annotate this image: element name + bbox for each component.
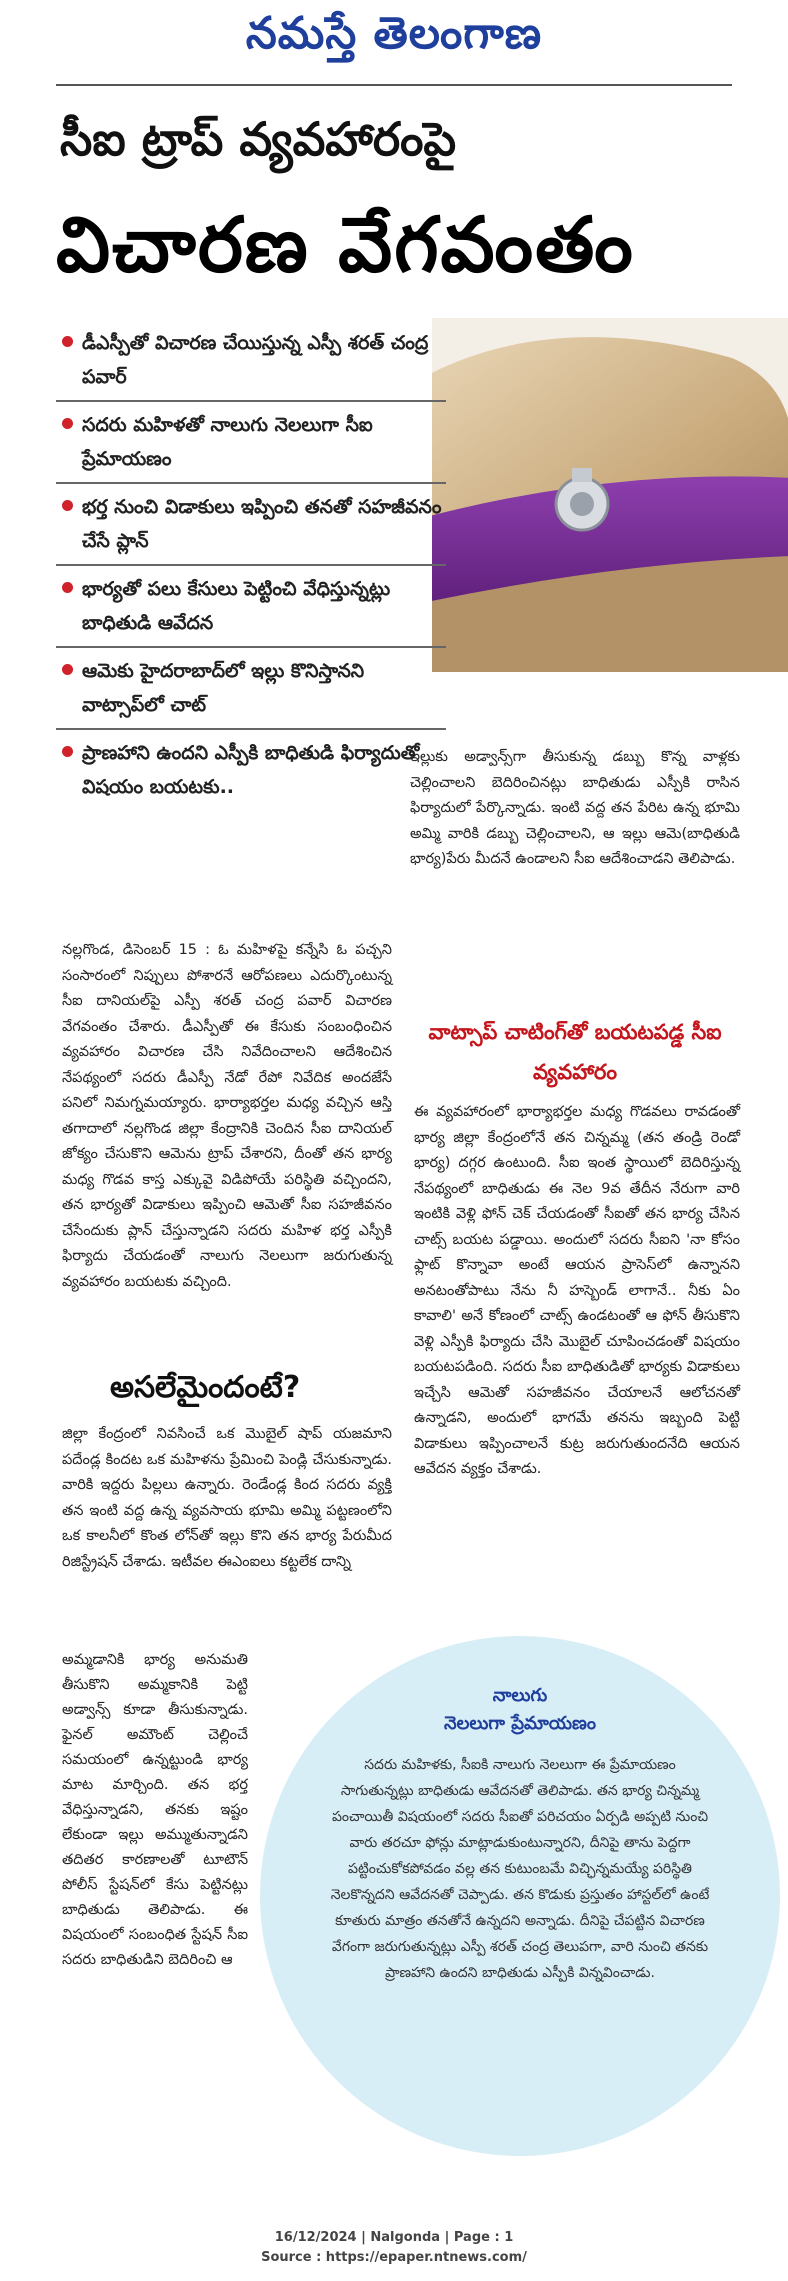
bullet-dot-icon — [62, 418, 73, 429]
highlight-text: డీఎస్పీతో విచారణ చేయిస్తున్న ఎస్పీ శరత్ చంద్ర పవార్ — [82, 332, 429, 388]
sidebar-title-line2: నెలలుగా ప్రేమాయణం — [444, 1713, 596, 1734]
highlight-item — [56, 402, 446, 484]
footer-source-link[interactable]: Source : https://epaper.ntnews.com/ — [261, 2250, 527, 2265]
sidebar-title-line1: నాలుగు — [492, 1685, 548, 1706]
article-column-left-narrow: అమ్మడానికి భార్య అనుమతి తీసుకొని అమ్మకానికి పెట్టి అడ్వాన్స్ కూడా తీసుకున్నాడు. ఫైనల్ అమౌంట్ చెల్లించే సమయంలో ఉన్నట్టుండి భార్య మాట మార్చింది. తన భర్త వేధిస్తున్నాడని, తనకు ఇష్టం లేకుండా ఇల్లు అమ్ముతున్నాడని తదితర కారణాలతో టూటౌన్ పోలీస్ స్టేషన్‌లో కేసు పెట్టినట్లు బాధితుడు తెలిపాడు. ఈ విషయంలో సంబంధిత స్టేషన్ సీఐ సదరు బాధితుడిని బెదిరించి ఆ — [62, 1652, 248, 1968]
highlight-text: ఆమెకు హైదరాబాద్‌లో ఇల్లు కొనిస్తానని వాట్సాప్‌లో చాట్ — [82, 660, 365, 716]
masthead-divider — [56, 84, 732, 86]
highlight-text: సదరు మహిళతో నాలుగు నెలలుగా సీఐ ప్రేమాయణం — [82, 414, 373, 470]
article-column-left: జిల్లా కేంద్రంలో నివసించే ఒక మొబైల్ షాప్ యజమాని పదేండ్ల కిందట ఒక మహిళను ప్రేమించి పెండ్లి చేసుకున్నాడు. వారికి ఇద్దరు పిల్లలు ఉన్నారు. రెండేండ్ల కింద సదరు వ్యక్తి తన ఇంటి వద్ద ఉన్న వ్యవసాయ భూమి అమ్మి పట్టణంలోని ఒక కాలనీలో కొంత లోన్‌తో ఇల్లు కొని తన భార్య పేరుమీద రిజిస్ట్రేషన్ చేశాడు. ఇటీవల ఈఎంఐలు కట్టలేక దాన్ని — [62, 1426, 392, 1570]
police-cap-photo — [432, 318, 788, 672]
subheading-what-happened: అసలేమైందంటే? — [110, 1370, 301, 1405]
highlight-item — [56, 566, 446, 648]
newspaper-masthead — [0, 8, 788, 78]
sidebar-circle-title — [260, 1682, 780, 1738]
highlight-item — [56, 484, 446, 566]
highlight-text: ప్రాణహాని ఉందని ఎస్పీకి బాధితుడి ఫిర్యాదుతో విషయం బయటకు.. — [82, 742, 420, 798]
bullet-dot-icon — [62, 500, 73, 511]
masthead-text: నమస్తే తెలంగాణ — [245, 8, 543, 59]
highlight-text: భార్యతో పలు కేసులు పెట్టించి వేధిస్తున్నట్లు బాధితుడి ఆవేదన — [82, 578, 391, 634]
main-headline: విచారణ వేగవంతం — [56, 200, 635, 289]
highlights-list — [56, 320, 446, 810]
highlight-item — [56, 320, 446, 402]
article-column-right-top: ఇల్లుకు అడ్వాన్స్‌గా తీసుకున్న డబ్బు కొన్న వాళ్లకు చెల్లించాలని బెదిరించినట్లు బాధితుడు ఎస్పీకి రాసిన ఫిర్యాదులో పేర్కొన్నాడు. ఇంటి వద్ద తన పేరిట ఉన్న భూమి అమ్మి వారికి డబ్బు చెల్లించాలని, ఆ ఇల్లు ఆమె(బాధితుడి భార్య)పేరు మీదనే ఉండాలని సీఐ ఆదేశించాడని తెలిపాడు. — [410, 749, 740, 867]
subheading-whatsapp: వాట్సాప్ చాటింగ్‌తో బయటపడ్డ సీఐ వ్యవహారం — [428, 1020, 722, 1084]
headline-kicker: సీఐ ట్రాప్ వ్యవహారంపై — [60, 112, 457, 166]
bullet-dot-icon — [62, 746, 73, 757]
article-lead-column: నల్లగొండ, డిసెంబర్ 15 : ఓ మహిళపై కన్నేసి ఓ పచ్చని సంసారంలో నిప్పులు పోశారనే ఆరోపణలు ఎదుర్కొంటున్న సీఐ దానియల్‌పై ఎస్పీ శరత్ చంద్ర పవార్ విచారణ వేగవంతం చేశారు. డీఎస్పీతో ఈ కేసుకు సంబంధించిన వ్యవహారం విచారణ చేసి నివేదించాలని ఆదేశించిన నేపథ్యంలో సదరు డీఎస్పీ నేడో రేపో నివేదిక అందజేసే పనిలో నిమగ్నమయ్యారు. భార్యాభర్తల మధ్య వచ్చిన ఆస్తి తగాదాలో నల్లగొండ జిల్లా కేంద్రానికి చెందిన సీఐ దానియల్ జోక్యం చేసుకొని ఆమెను ట్రాప్ చేశారని, దీంతో తన భార్య మధ్య గొడవ కాస్త ఎక్కువై విడిపోయే పరిస్థితి వచ్చిందని, తన భార్యతో విడాకులు ఇప్పించి ఆమెతో సీఐ సహజీవనం చేసేందుకు ప్లాన్ చేస్తున్నాడని సదరు మహిళ భర్త ఎస్పీకి ఫిర్యాదు చేయడంతో నాలుగు నెలలుగా జరుగుతున్న వ్యవహారం బయటకు వచ్చింది. — [62, 942, 392, 1290]
bullet-dot-icon — [62, 582, 73, 593]
bullet-dot-icon — [62, 664, 73, 675]
sidebar-circle-text: సదరు మహిళకు, సీఐకి నాలుగు నెలలుగా ఈ ప్రేమాయణం సాగుతున్నట్లు బాధితుడు ఆవేదనతో తెలిపాడు. తన భార్య చిన్నమ్మ పంచాయితీ విషయంలో సదరు సీఐతో పరిచయం ఏర్పడి అప్పటి నుంచి వారు తరచూ ఫోన్లు మాట్లాడుకుంటున్నారని, దీనిపై తాను పెద్దగా పట్టించుకోకపోవడం వల్ల తన కుటుంబమే విచ్ఛిన్నమయ్యే పరిస్థితి నెలకొన్నదని ఆవేదనతో చెప్పాడు. తన కొడుకు ప్రస్తుతం హాస్టల్‌లో ఉంటే కూతురు మాత్రం తనతోనే ఉన్నదని అన్నాడు. దీనిపై చేపట్టిన విచారణ వేగంగా జరుగుతున్నట్లు ఎస్పీ శరత్ చంద్ర తెలుపగా, వారి నుంచి తనకు ప్రాణహాని ఉందని బాధితుడు ఎస్పీకి విన్నవించాడు. — [330, 1757, 710, 1981]
footer-date-edition: 16/12/2024 | Nalgonda | Page : 1 — [274, 2230, 514, 2245]
highlight-text: భర్త నుంచి విడాకులు ఇప్పించి తనతో సహజీవనం చేసే ప్లాన్ — [82, 496, 442, 552]
page-footer — [0, 2228, 788, 2268]
highlight-item — [56, 648, 446, 730]
highlight-item — [56, 730, 446, 810]
article-column-right: ఈ వ్యవహారంలో భార్యాభర్తల మధ్య గొడవలు రావడంతో భార్య జిల్లా కేంద్రంలోనే తన చిన్నమ్మ (తన తండ్రి రెండో భార్య) దగ్గర ఉంటుంది. సీఐ ఇంత స్థాయిలో బెదిరిస్తున్న నేపథ్యంలో బాధితుడు ఈ నెల 9వ తేదీన నేరుగా వారి ఇంటికి వెళ్లి ఫోన్ చెక్ చేయడంతో సీఐతో తన భార్య చేసిన చాట్స్ బయట పడ్డాయి. అందులో సదరు సీఐని 'నా కోసం ఫ్లాట్ కొన్నావా అంటే ఆయన ప్రాసెస్‌లో ఉన్నానని అనటంతోపాటు నేను నీ హస్బెండ్ లాగానే.. నీకు ఏం కావాలి' అనే కోణంలో చాట్స్ ఉండటంతో ఆ ఫోన్ తీసుకొని వెళ్లి ఎస్పీకి ఫిర్యాదు చేసి మొబైల్ చూపించడంతో విషయం బయటపడింది. సదరు సీఐ బాధితుడితో భార్యకు విడాకులు ఇచ్చేసి ఆమెతో సహజీవనం చేయాలనే ఆలోచనతో ఉన్నాడని, అందులో భాగమే తనను ఇబ్బంది పెట్టి విడాకులు ఇప్పించాలనే కుట్ర జరుగుతుందనేది ఆయన ఆవేదన వ్యక్తం చేశాడు. — [414, 1104, 740, 1477]
bullet-dot-icon — [62, 336, 73, 347]
